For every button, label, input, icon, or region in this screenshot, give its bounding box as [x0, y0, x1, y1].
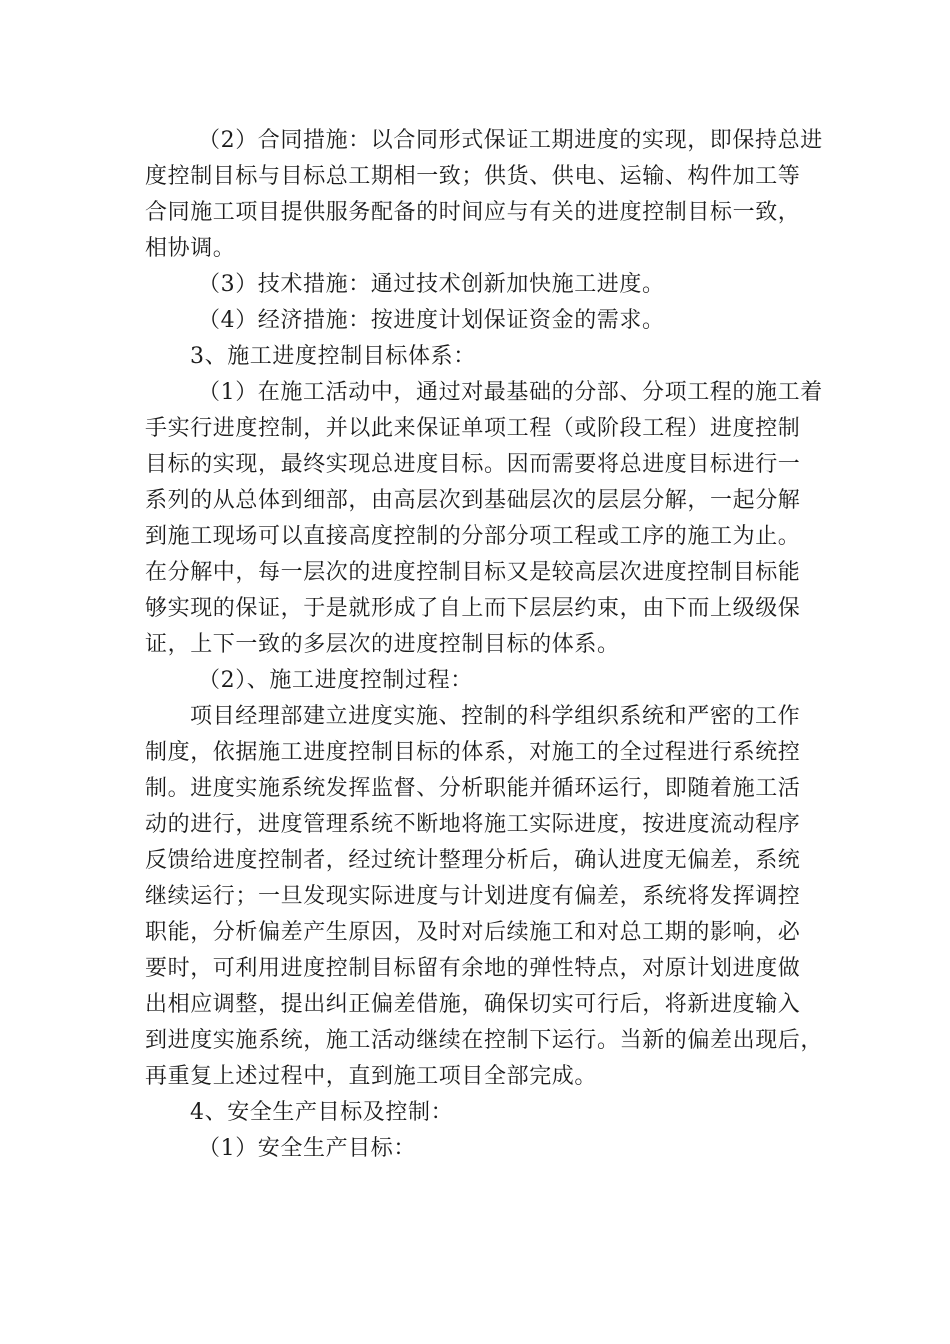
paragraph-line: 证，上下一致的多层次的进度控制目标的体系。 [145, 632, 620, 657]
subsection-heading: （2）、施工进度控制过程： [198, 668, 473, 693]
paragraph-line: 合同施工项目提供服务配备的时间应与有关的进度控制目标一致， [145, 200, 801, 225]
paragraph-line: 够实现的保证，于是就形成了自上而下层层约束，由下而上级级保 [145, 596, 801, 621]
paragraph-line: 手实行进度控制，并以此来保证单项工程（或阶段工程）进度控制 [145, 416, 801, 441]
paragraph-line: 项目经理部建立进度实施、控制的科学组织系统和严密的工作 [190, 704, 801, 729]
paragraph-line: 出相应调整，提出纠正偏差借施，确保切实可行后，将新进度输入 [145, 992, 801, 1017]
section-heading: 4、安全生产目标及控制： [190, 1100, 454, 1125]
paragraph-line: 目标的实现，最终实现总进度目标。因而需要将总进度目标进行一 [145, 452, 801, 477]
paragraph-line: （3）技术措施：通过技术创新加快施工进度。 [198, 272, 665, 297]
paragraph-line: 度控制目标与目标总工期相一致；供货、供电、运输、构件加工等 [145, 164, 801, 189]
paragraph-line: 职能，分析偏差产生原因，及时对后续施工和对总工期的影响，必 [145, 920, 801, 945]
paragraph-line: 到进度实施系统，施工活动继续在控制下运行。当新的偏差出现后， [145, 1028, 824, 1053]
paragraph-line: 到施工现场可以直接高度控制的分部分项工程或工序的施工为止。 [145, 524, 801, 549]
paragraph-line: 制度，依据施工进度控制目标的体系，对施工的全过程进行系统控 [145, 740, 801, 765]
subsection-heading: （1）安全生产目标： [198, 1136, 416, 1161]
section-heading: 3、施工进度控制目标体系： [190, 344, 476, 369]
paragraph-line: （4）经济措施：按进度计划保证资金的需求。 [198, 308, 665, 333]
paragraph-line: 在分解中，每一层次的进度控制目标又是较高层次进度控制目标能 [145, 560, 801, 585]
paragraph-line: 再重复上述过程中，直到施工项目全部完成。 [145, 1064, 598, 1089]
paragraph-line: （2）合同措施：以合同形式保证工期进度的实现，即保持总进 [198, 128, 823, 153]
paragraph-line: （1）在施工活动中，通过对最基础的分部、分项工程的施工着 [198, 380, 823, 405]
paragraph-line: 动的进行，进度管理系统不断地将施工实际进度，按进度流动程序 [145, 812, 801, 837]
paragraph-line: 反馈给进度控制者，经过统计整理分析后，确认进度无偏差，系统 [145, 848, 801, 873]
paragraph-line: 继续运行；一旦发现实际进度与计划进度有偏差，系统将发挥调控 [145, 884, 801, 909]
paragraph-line: 制。进度实施系统发挥监督、分析职能并循环运行，即随着施工活 [145, 776, 801, 801]
paragraph-line: 要时，可利用进度控制目标留有余地的弹性特点，对原计划进度做 [145, 956, 801, 981]
paragraph-line: 相协调。 [145, 236, 236, 261]
paragraph-line: 系列的从总体到细部，由高层次到基础层次的层层分解，一起分解 [145, 488, 801, 513]
